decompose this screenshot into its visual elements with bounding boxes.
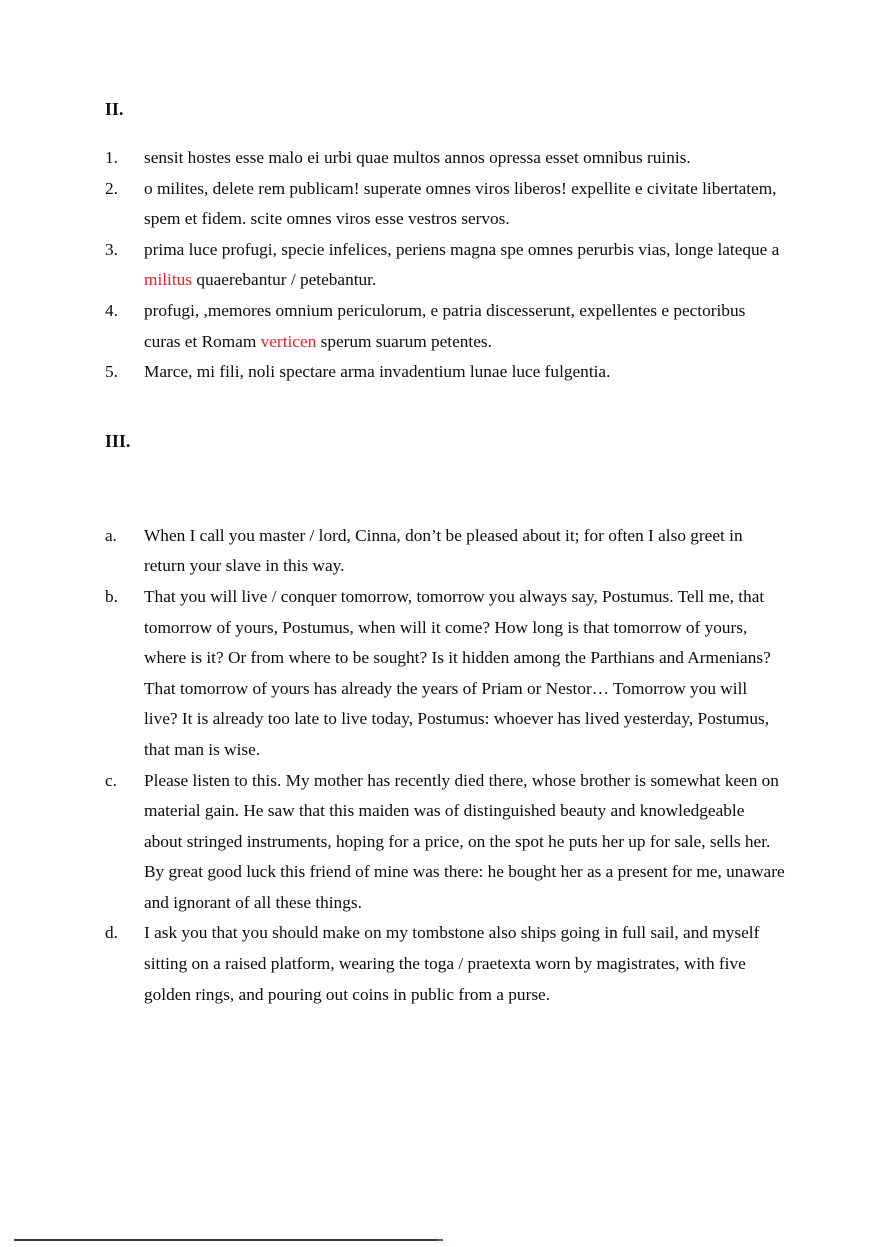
numbered-list-section-ii — [105, 143, 785, 388]
list-item-text — [144, 143, 785, 174]
list-item-text — [144, 766, 785, 919]
list-item-marker: 4. — [105, 300, 118, 320]
list-item-marker: b. — [105, 586, 118, 606]
text-run: profugi, ,memores omnium periculorum, e patria discesserunt, expellentes e pectoribus curas et Romam — [144, 300, 746, 351]
text-run: prima luce profugi, specie infelices, periens magna spe omnes perurbis vias, longe lateque a — [144, 239, 780, 259]
spacer — [105, 120, 785, 143]
list-item-marker: 1. — [105, 148, 118, 167]
list-item-marker: 5. — [105, 362, 118, 382]
list-item — [105, 521, 785, 582]
list-item-text — [144, 357, 785, 388]
list-item-text — [144, 296, 785, 357]
lettered-list-section-iii — [105, 521, 785, 1011]
list-item-text — [144, 174, 785, 235]
text-run: Please listen to this. My mother has recently died there, whose brother is somewhat keen on material gain. He saw that this maiden was of distinguished beauty and knowledgeable about stringed instruments, hoping for a price, on the spot he puts her up for sale, sells her. By great good luck this friend of mine was there: he bought her as a present for me, unaware and ignorant of all these things. — [144, 770, 785, 912]
list-item — [105, 918, 785, 1010]
text-run: o milites, delete rem publicam! superate omnes viros liberos! expellite e civitate libertatem, spem et fidem. scite omnes viros esse vestros servos. — [144, 178, 777, 229]
list-item-text — [144, 235, 785, 296]
list-item-marker: d. — [105, 923, 118, 943]
list-item-text — [144, 582, 785, 766]
section-heading-iii: III. — [105, 430, 131, 451]
list-item — [105, 296, 785, 357]
text-run: I ask you that you should make on my tombstone also ships going in full sail, and myself sitting on a raised platform, wearing the toga / praetexta worn by magistrates, with five golden rings, and pouring out coins in public from a purse. — [144, 923, 760, 1004]
list-item-text — [144, 918, 785, 1010]
footer-divider-end-cap — [437, 1239, 443, 1241]
spacer — [105, 388, 785, 430]
list-item — [105, 357, 785, 388]
list-item — [105, 766, 785, 919]
text-run: That you will live / conquer tomorrow, tomorrow you always say, Postumus. Tell me, that tomorrow of yours, Postumus, when will it come? How long is that tomorrow of yours, where is it? Or from where to be sought? Is it hidden among the Parthians and Armenians? That tomorrow of yours has already the years of Priam or Nestor… Tomorrow you will live? It is already too late to live today, Postumus: whoever has lived yesterday, Postumus, that man is wise. — [144, 586, 771, 759]
list-item-marker: a. — [105, 525, 117, 545]
text-run: When I call you master / lord, Cinna, don’t be pleased about it; for often I also greet in return your slave in this way. — [144, 525, 743, 576]
text-run: Marce, mi fili, noli spectare arma invadentium lunae luce fulgentia. — [144, 362, 611, 382]
text-run: sperum suarum petentes. — [316, 331, 492, 351]
document-body — [105, 98, 785, 1010]
section-heading-ii: II. — [105, 99, 124, 119]
footer-divider-rule — [14, 1239, 443, 1241]
text-run: quaerebantur / petebantur. — [192, 270, 377, 290]
list-item — [105, 582, 785, 766]
list-item-marker: 3. — [105, 239, 118, 259]
list-item-marker: 2. — [105, 178, 118, 198]
list-item-text — [144, 521, 785, 582]
list-item — [105, 235, 785, 296]
highlighted-word: verticen — [260, 331, 317, 351]
text-run: sensit hostes esse malo ei urbi quae multos annos opressa esset omnibus ruinis. — [144, 148, 691, 167]
spacer — [105, 452, 785, 521]
list-item — [105, 174, 785, 235]
highlighted-word: militus — [144, 270, 193, 290]
list-item — [105, 143, 785, 174]
list-item-marker: c. — [105, 770, 117, 790]
